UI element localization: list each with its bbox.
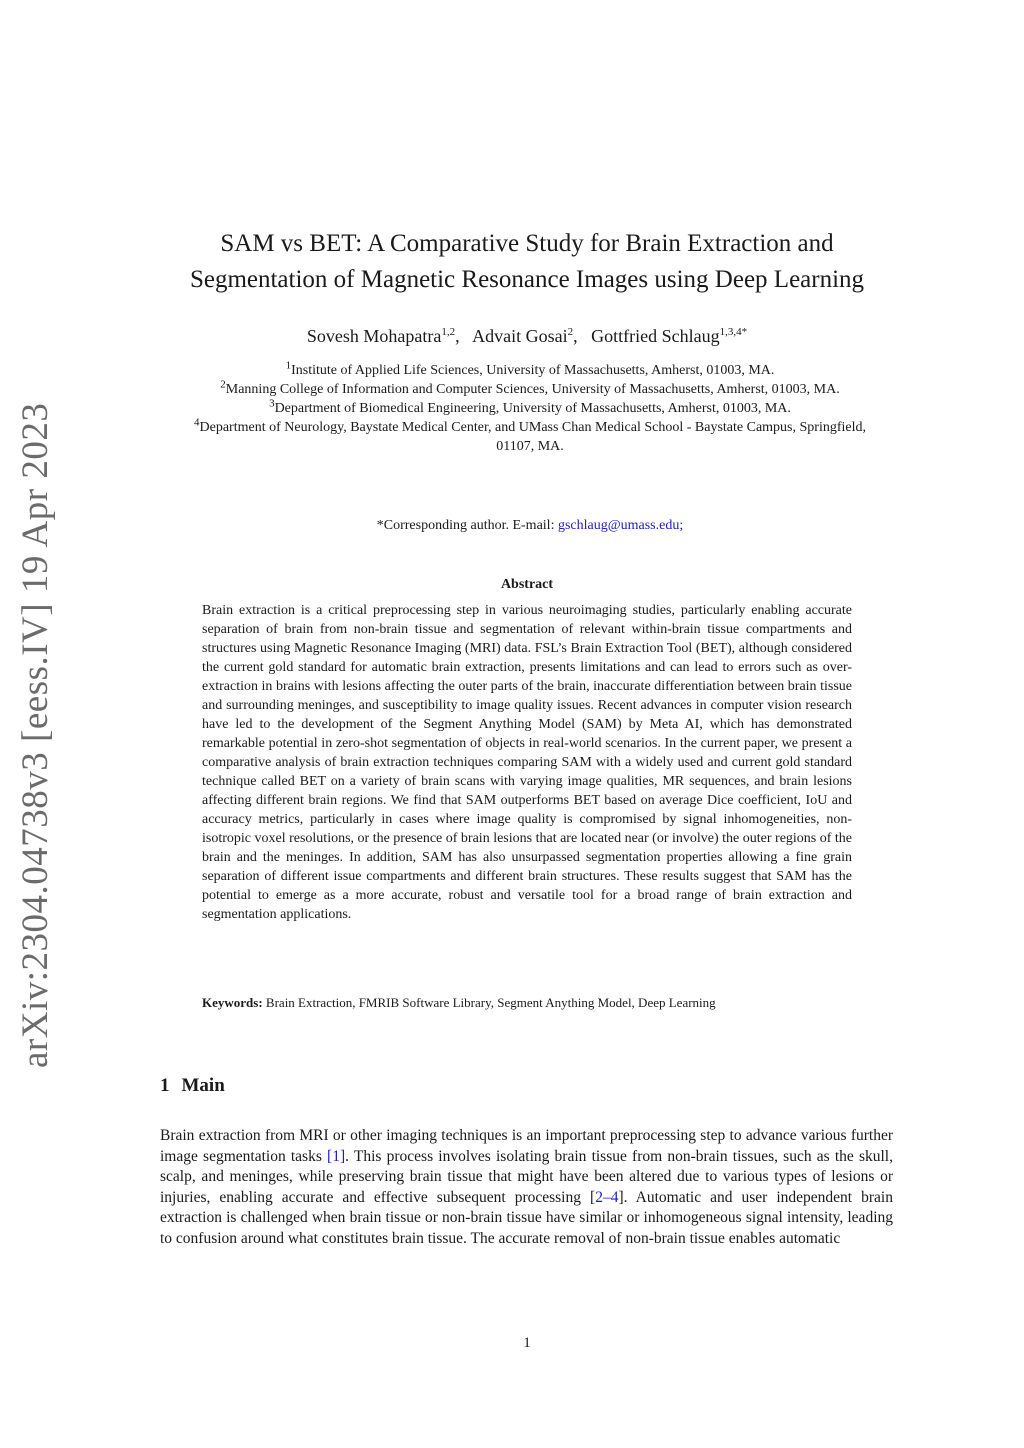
abstract-heading: Abstract bbox=[500, 577, 554, 592]
author-name: Sovesh Mohapatra bbox=[306, 326, 442, 346]
page-number: 1 bbox=[523, 1335, 531, 1351]
keywords-text: Brain Extraction, FMRIB Software Library, Segment Anything Model, Deep Learning bbox=[262, 995, 716, 1010]
section-heading-main bbox=[160, 1075, 225, 1097]
citation-bracket: [ bbox=[590, 1188, 596, 1206]
affiliation-text: Department of Biomedical Engineering, University of Massachusetts, Amherst, 01003, MA. bbox=[274, 401, 791, 416]
citation-link[interactable]: [1] bbox=[327, 1147, 346, 1165]
affiliation bbox=[180, 418, 880, 456]
author-affiliation-marker: 2 bbox=[567, 326, 574, 338]
affiliation-text: Institute of Applied Life Sciences, University of Massachusetts, Amherst, 01003, MA. bbox=[291, 363, 775, 378]
section-title: Main bbox=[181, 1075, 225, 1096]
author-name: Gottfried Schlaug bbox=[591, 326, 720, 346]
affiliation-list bbox=[180, 361, 880, 456]
author-list: Sovesh Mohapatra$^{1,2}$, Advait Gosai$^2$, Gottfried Schlaug$^{1,3,4*}$ bbox=[306, 326, 748, 346]
citation-link[interactable]: 4 bbox=[610, 1188, 619, 1206]
author-affiliation-marker: 1,2 bbox=[441, 326, 456, 338]
affiliation-marker: 2 bbox=[220, 378, 226, 391]
affiliation bbox=[180, 380, 880, 399]
affiliation bbox=[180, 361, 880, 380]
affiliation-marker: 3 bbox=[269, 397, 275, 410]
abstract-text: Brain extraction is a critical preprocessing step in various neuroimaging studies, particularly enabling accurate separation of brain from non-brain tissue and segmentation of relevant within-brain tissue compartments and structures using Magnetic Resonance Imaging (MRI) data. FSL’s Brain Extraction Tool (BET), although considered the current gold standard for automatic brain extraction, presents limitations and can lead to errors such as over-extraction in brains with lesions affecting the outer parts of the brain, inaccurate differentiation between brain tissue and surrounding meninges, and susceptibility to image quality issues. Recent advances in computer vision research have led to the development of the Segment Anything Model (SAM) by Meta AI, which has demonstrated remarkable potential in zero-shot segmentation of objects in real-world scenarios. In the current paper, we present a comparative analysis of brain extraction techniques comparing SAM with a widely used and current gold standard technique called BET on a variety of brain scans with varying image qualities, MR sequences, and brain lesions affecting different brain regions. We find that SAM outperforms BET based on average Dice coefficient, IoU and accuracy metrics, particularly in cases where image quality is compromised by signal inhomogeneities, non-isotropic voxel resolutions, or the presence of brain lesions that are located near (or involve) the outer regions of the brain and the meninges. In addition, SAM has also unsurpassed segmentation properties allowing a fine grain separation of different issue compartments and different brain structures. These results suggest that SAM has the potential to emerge as a more accurate, robust and versatile tool for a broad range of brain extraction and segmentation applications. bbox=[202, 603, 853, 922]
title-line-2: Segmentation of Magnetic Resonance Images using Deep Learning bbox=[189, 266, 865, 293]
citation-dash: – bbox=[602, 1188, 611, 1206]
affiliation-marker: 1 bbox=[285, 359, 292, 372]
paragraph-text: . This process involves isolating brain tissue from non-brain tissues, such as the skull, scalp, and meninges, while preserving brain tissue that might have been altered due to various types of lesions or injuries, enabling accurate and effective subsequent processing bbox=[160, 1147, 893, 1206]
author-name: Advait Gosai bbox=[472, 326, 568, 346]
title-line-1: SAM vs BET: A Comparative Study for Brain Extraction and bbox=[220, 230, 834, 257]
affiliation-marker: 4 bbox=[194, 416, 200, 429]
corresponding-label: *Corresponding author. E-mail: bbox=[376, 518, 558, 533]
section-number: 1 bbox=[160, 1075, 170, 1096]
affiliation bbox=[180, 399, 880, 418]
author-affiliation-marker: 1,3,4* bbox=[719, 326, 748, 338]
arxiv-stamp: arXiv:2304.04738v3 [eess.IV] 19 Apr 2023 bbox=[15, 402, 56, 1068]
paragraph-text: Brain extraction from MRI or other imaging techniques is an important preprocessing step to advance various further image segmentation tasks bbox=[160, 1127, 893, 1165]
corresponding-author bbox=[180, 518, 880, 534]
paragraph-text: . Automatic and user independent brain extraction is challenged when brain tissue or non-brain tissue have similar or inhomogeneous signal intensity, leading to confusion around what constitutes brain tissue. The accurate removal of non-brain tissue enables automatic bbox=[160, 1188, 893, 1247]
keywords-label: Keywords: bbox=[202, 995, 263, 1010]
main-paragraph bbox=[160, 1126, 893, 1250]
paper-title bbox=[130, 226, 924, 298]
corresponding-suffix: ; bbox=[679, 518, 684, 533]
keywords bbox=[202, 995, 852, 1011]
citation-bracket: ] bbox=[618, 1188, 624, 1206]
citation-link[interactable]: 2 bbox=[595, 1188, 603, 1206]
affiliation-text: Department of Neurology, Baystate Medical Center, and UMass Chan Medical School - Baystate Campus, Springfield, 01107, MA. bbox=[199, 420, 866, 454]
affiliation-text: Manning College of Information and Computer Sciences, University of Massachusetts, Amherst, 01003, MA. bbox=[225, 382, 840, 397]
email-link[interactable]: gschlaug@umass.edu bbox=[557, 518, 680, 533]
